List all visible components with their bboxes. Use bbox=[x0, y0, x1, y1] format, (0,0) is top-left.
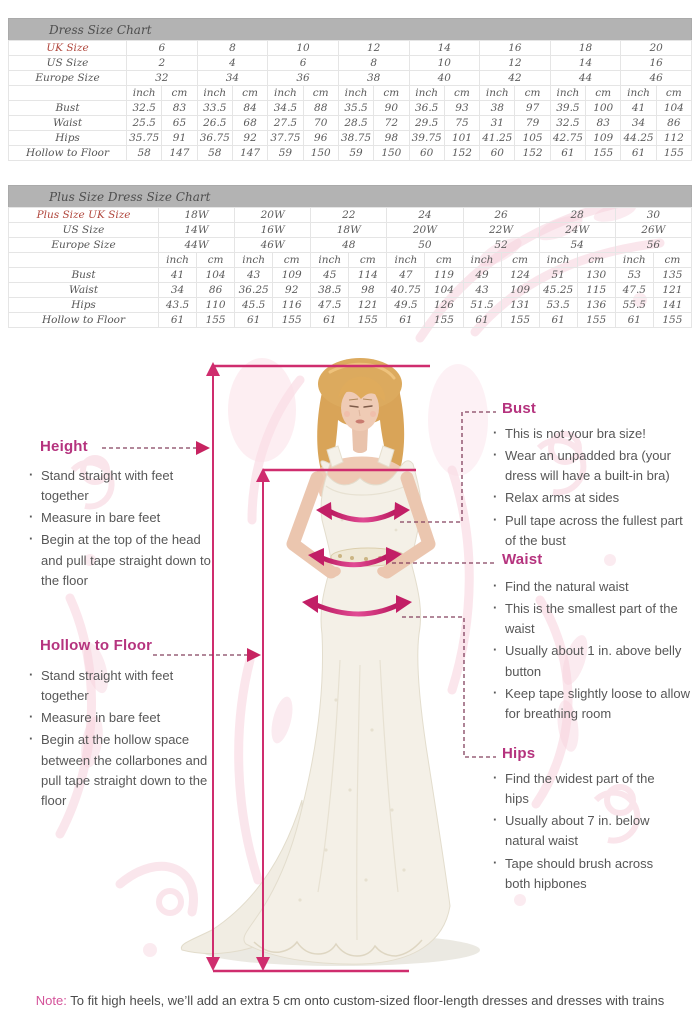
size-cell: 49.5 bbox=[387, 298, 425, 313]
size-cell: 105 bbox=[515, 131, 550, 146]
size-cell: 25.5 bbox=[127, 116, 162, 131]
size-cell: 32 bbox=[127, 71, 198, 86]
size-cell: 75 bbox=[444, 116, 479, 131]
size-cell: Bust bbox=[9, 268, 159, 283]
size-cell: inch bbox=[409, 86, 444, 101]
size-cell: 43 bbox=[463, 283, 501, 298]
size-cell: cm bbox=[197, 253, 235, 268]
bullet-item: · Find the natural waist bbox=[492, 577, 694, 597]
hollow-measure-line bbox=[256, 468, 416, 971]
size-cell: Hips bbox=[9, 298, 159, 313]
bullet-item: · Stand straight with feet together bbox=[28, 466, 212, 506]
bullet-item: · Find the widest part of the hips bbox=[492, 769, 682, 809]
size-cell: 12 bbox=[480, 56, 551, 71]
size-cell: 61 bbox=[387, 313, 425, 328]
size-cell: inch bbox=[539, 253, 577, 268]
hips-bullets bbox=[492, 769, 682, 896]
size-cell: 147 bbox=[162, 146, 197, 161]
size-cell: 88 bbox=[303, 101, 338, 116]
bullet-item: · Usually about 7 in. below natural waist bbox=[492, 811, 682, 851]
bust-measure-arrow bbox=[316, 502, 410, 520]
size-cell: 30 bbox=[615, 208, 691, 223]
bust-bullets bbox=[492, 424, 690, 553]
size-cell: 51.5 bbox=[463, 298, 501, 313]
size-cell: inch bbox=[550, 86, 585, 101]
size-cell: 150 bbox=[303, 146, 338, 161]
size-cell: 60 bbox=[480, 146, 515, 161]
size-cell: 116 bbox=[273, 298, 311, 313]
bullet-item: · Pull tape across the fullest part of the bust bbox=[492, 511, 690, 551]
measure-row bbox=[9, 146, 692, 161]
size-cell: 54 bbox=[539, 238, 615, 253]
bullet-item: · Measure in bare feet bbox=[28, 708, 212, 728]
size-cell: Hips bbox=[9, 131, 127, 146]
size-cell: 36 bbox=[268, 71, 339, 86]
size-cell: 6 bbox=[268, 56, 339, 71]
size-cell: Hollow to Floor bbox=[9, 146, 127, 161]
size-cell: 86 bbox=[197, 283, 235, 298]
size-cell: 121 bbox=[349, 298, 387, 313]
size-cell: 155 bbox=[197, 313, 235, 328]
size-cell: 61 bbox=[539, 313, 577, 328]
bullet-item: · Keep tape slightly loose to allow for breathing room bbox=[492, 684, 694, 724]
size-cell: 24 bbox=[387, 208, 463, 223]
bullet-item: · Measure in bare feet bbox=[28, 508, 212, 528]
size-cell: 22W bbox=[463, 223, 539, 238]
size-cell: 58 bbox=[127, 146, 162, 161]
note-label: Note: bbox=[35, 993, 67, 1008]
bullet-item: · Usually about 1 in. above belly button bbox=[492, 641, 694, 681]
size-cell: 115 bbox=[577, 283, 615, 298]
size-cell: inch bbox=[159, 253, 197, 268]
size-cell: 155 bbox=[349, 313, 387, 328]
size-cell: cm bbox=[515, 86, 550, 101]
height-title: Height bbox=[40, 438, 88, 455]
size-cell: 20 bbox=[621, 41, 692, 56]
bust-title: Bust bbox=[502, 400, 537, 417]
size-cell: 65 bbox=[162, 116, 197, 131]
size-cell: 2 bbox=[127, 56, 198, 71]
size-cell: 20W bbox=[387, 223, 463, 238]
size-cell: 121 bbox=[653, 283, 691, 298]
waist-measure-arrow bbox=[308, 547, 402, 566]
size-cell: 45.25 bbox=[539, 283, 577, 298]
size-cell: 61 bbox=[311, 313, 349, 328]
size-cell: 42.75 bbox=[550, 131, 585, 146]
size-cell: 47.5 bbox=[615, 283, 653, 298]
size-cell: inch bbox=[463, 253, 501, 268]
size-cell: 18W bbox=[311, 223, 387, 238]
size-cell: 101 bbox=[444, 131, 479, 146]
size-cell: 40 bbox=[409, 71, 480, 86]
size-cell: 59 bbox=[338, 146, 373, 161]
bullet-item: · Tape should brush across both hipbones bbox=[492, 854, 682, 894]
size-cell: 47 bbox=[387, 268, 425, 283]
size-cell: 152 bbox=[515, 146, 550, 161]
size-cell: 155 bbox=[653, 313, 691, 328]
size-cell: 38 bbox=[480, 101, 515, 116]
size-row bbox=[9, 238, 692, 253]
size-cell: 124 bbox=[501, 268, 539, 283]
size-cell: 32.5 bbox=[550, 116, 585, 131]
size-cell: 136 bbox=[577, 298, 615, 313]
size-cell: Bust bbox=[9, 101, 127, 116]
size-cell: 14W bbox=[159, 223, 235, 238]
size-cell: 16 bbox=[480, 41, 551, 56]
size-cell: 61 bbox=[550, 146, 585, 161]
size-cell: 56 bbox=[615, 238, 691, 253]
size-cell: US Size bbox=[9, 223, 159, 238]
size-cell: cm bbox=[273, 253, 311, 268]
bullet-item: · Stand straight with feet together bbox=[28, 666, 212, 706]
size-cell: 70 bbox=[303, 116, 338, 131]
size-cell: 44.25 bbox=[621, 131, 656, 146]
size-cell: 84 bbox=[232, 101, 267, 116]
size-cell: 6 bbox=[127, 41, 198, 56]
height-bullets bbox=[28, 466, 212, 593]
size-cell: Hollow to Floor bbox=[9, 313, 159, 328]
size-cell: 155 bbox=[501, 313, 539, 328]
size-cell: 55.5 bbox=[615, 298, 653, 313]
size-cell: 26 bbox=[463, 208, 539, 223]
size-cell: 126 bbox=[425, 298, 463, 313]
size-cell: inch bbox=[621, 86, 656, 101]
size-cell: 49 bbox=[463, 268, 501, 283]
size-cell: 8 bbox=[197, 41, 268, 56]
size-cell: 155 bbox=[273, 313, 311, 328]
size-cell: 52 bbox=[463, 238, 539, 253]
size-cell: 16 bbox=[621, 56, 692, 71]
size-cell: 72 bbox=[374, 116, 409, 131]
size-cell: 104 bbox=[656, 101, 691, 116]
size-cell: 51 bbox=[539, 268, 577, 283]
size-cell: cm bbox=[162, 86, 197, 101]
size-cell: 37.75 bbox=[268, 131, 303, 146]
size-cell: cm bbox=[444, 86, 479, 101]
size-cell: 18W bbox=[159, 208, 235, 223]
size-cell: 61 bbox=[621, 146, 656, 161]
size-cell: 44 bbox=[550, 71, 621, 86]
size-cell: 100 bbox=[586, 101, 621, 116]
size-cell: inch bbox=[338, 86, 373, 101]
size-cell: 68 bbox=[232, 116, 267, 131]
size-cell: inch bbox=[480, 86, 515, 101]
size-cell: 32.5 bbox=[127, 101, 162, 116]
size-cell: Europe Size bbox=[9, 238, 159, 253]
size-cell: 135 bbox=[653, 268, 691, 283]
size-cell bbox=[9, 86, 127, 101]
measure-row bbox=[9, 268, 692, 283]
size-cell: 61 bbox=[615, 313, 653, 328]
size-cell: 61 bbox=[235, 313, 273, 328]
size-cell: cm bbox=[349, 253, 387, 268]
size-cell: 8 bbox=[338, 56, 409, 71]
size-cell: cm bbox=[232, 86, 267, 101]
size-cell: 14 bbox=[550, 56, 621, 71]
size-cell: 34 bbox=[621, 116, 656, 131]
measure-row bbox=[9, 101, 692, 116]
waist-title: Waist bbox=[502, 551, 543, 568]
size-cell: 36.5 bbox=[409, 101, 444, 116]
dress-size-chart-title: Dress Size Chart bbox=[8, 18, 692, 40]
size-cell: 46W bbox=[235, 238, 311, 253]
size-cell: 112 bbox=[656, 131, 691, 146]
waist-bullets bbox=[492, 577, 694, 726]
size-cell: 119 bbox=[425, 268, 463, 283]
hips-title: Hips bbox=[502, 745, 536, 762]
size-cell: 45.5 bbox=[235, 298, 273, 313]
size-cell: 53 bbox=[615, 268, 653, 283]
bullet-item: · Wear an unpadded bra (your dress will have a built-in bra) bbox=[492, 446, 690, 486]
size-cell: 131 bbox=[501, 298, 539, 313]
size-cell: 155 bbox=[586, 146, 621, 161]
size-cell: 38 bbox=[338, 71, 409, 86]
size-cell: cm bbox=[656, 86, 691, 101]
size-cell bbox=[9, 253, 159, 268]
size-cell: 61 bbox=[159, 313, 197, 328]
size-cell: cm bbox=[586, 86, 621, 101]
size-cell: 40.75 bbox=[387, 283, 425, 298]
hollow-connector-arrow bbox=[247, 648, 261, 662]
size-cell: 34 bbox=[197, 71, 268, 86]
size-cell: 53.5 bbox=[539, 298, 577, 313]
size-cell: Plus Size UK Size bbox=[9, 208, 159, 223]
size-cell: 26.5 bbox=[197, 116, 232, 131]
size-cell: 86 bbox=[656, 116, 691, 131]
size-cell: 20W bbox=[235, 208, 311, 223]
size-cell: 12 bbox=[338, 41, 409, 56]
size-row bbox=[9, 56, 692, 71]
size-cell: 24W bbox=[539, 223, 615, 238]
size-cell: 104 bbox=[425, 283, 463, 298]
size-row bbox=[9, 41, 692, 56]
size-cell: 98 bbox=[374, 131, 409, 146]
size-cell: 150 bbox=[374, 146, 409, 161]
size-cell: Waist bbox=[9, 283, 159, 298]
dress-size-chart bbox=[8, 18, 692, 161]
bullet-item: · Relax arms at sides bbox=[492, 488, 690, 508]
size-cell: 27.5 bbox=[268, 116, 303, 131]
size-cell: 109 bbox=[273, 268, 311, 283]
size-cell: US Size bbox=[9, 56, 127, 71]
size-cell: 33.5 bbox=[197, 101, 232, 116]
bust-connector bbox=[400, 412, 496, 522]
size-cell: 58 bbox=[197, 146, 232, 161]
bullet-item: · This is not your bra size! bbox=[492, 424, 690, 444]
measure-row bbox=[9, 116, 692, 131]
size-cell: 28.5 bbox=[338, 116, 373, 131]
size-cell: 104 bbox=[197, 268, 235, 283]
size-cell: 41 bbox=[621, 101, 656, 116]
size-cell: 50 bbox=[387, 238, 463, 253]
size-cell: 130 bbox=[577, 268, 615, 283]
size-cell: 59 bbox=[268, 146, 303, 161]
size-cell: inch bbox=[197, 86, 232, 101]
size-cell: 114 bbox=[349, 268, 387, 283]
size-row bbox=[9, 223, 692, 238]
bullet-item: · Begin at the top of the head and pull tape straight down to the floor bbox=[28, 530, 212, 590]
measure-row bbox=[9, 131, 692, 146]
measure-row bbox=[9, 298, 692, 313]
size-cell: cm bbox=[374, 86, 409, 101]
unit-row bbox=[9, 86, 692, 101]
size-cell: 35.75 bbox=[127, 131, 162, 146]
size-cell: 14 bbox=[409, 41, 480, 56]
size-cell: 46 bbox=[621, 71, 692, 86]
size-cell: inch bbox=[387, 253, 425, 268]
height-connector-arrow bbox=[196, 441, 210, 455]
size-cell: 16W bbox=[235, 223, 311, 238]
size-cell: 61 bbox=[463, 313, 501, 328]
size-cell: Waist bbox=[9, 116, 127, 131]
size-cell: cm bbox=[501, 253, 539, 268]
size-cell: 90 bbox=[374, 101, 409, 116]
bullet-item: · Begin at the hollow space between the collarbones and pull tape straight down to the floor bbox=[28, 730, 212, 811]
size-row bbox=[9, 71, 692, 86]
size-cell: 47.5 bbox=[311, 298, 349, 313]
plus-size-dress-size-chart bbox=[8, 185, 692, 328]
size-cell: 152 bbox=[444, 146, 479, 161]
size-cell: inch bbox=[127, 86, 162, 101]
measure-row bbox=[9, 313, 692, 328]
size-cell: 35.5 bbox=[338, 101, 373, 116]
size-cell: 141 bbox=[653, 298, 691, 313]
note-text: To fit high heels, we’ll add an extra 5 cm onto custom-sized floor-length dresses and dresses with trains bbox=[66, 993, 665, 1008]
size-cell: 155 bbox=[656, 146, 691, 161]
size-cell: 44W bbox=[159, 238, 235, 253]
size-cell: 43.5 bbox=[159, 298, 197, 313]
size-cell: 109 bbox=[501, 283, 539, 298]
size-cell: 155 bbox=[577, 313, 615, 328]
size-row bbox=[9, 208, 692, 223]
size-cell: 31 bbox=[480, 116, 515, 131]
size-cell: 38.75 bbox=[338, 131, 373, 146]
size-cell: inch bbox=[311, 253, 349, 268]
size-cell: 18 bbox=[550, 41, 621, 56]
size-cell: 43 bbox=[235, 268, 273, 283]
hollow-to-floor-title: Hollow to Floor bbox=[40, 637, 153, 654]
plus-size-chart-title: Plus Size Dress Size Chart bbox=[8, 185, 692, 207]
size-cell: 79 bbox=[515, 116, 550, 131]
size-cell: 91 bbox=[162, 131, 197, 146]
hips-measure-arrow bbox=[302, 595, 412, 614]
size-cell: 10 bbox=[268, 41, 339, 56]
size-cell: 39.75 bbox=[409, 131, 444, 146]
model-photo bbox=[181, 358, 488, 966]
size-cell: 28 bbox=[539, 208, 615, 223]
size-cell: 98 bbox=[349, 283, 387, 298]
size-cell: 60 bbox=[409, 146, 444, 161]
size-cell: UK Size bbox=[9, 41, 127, 56]
size-cell: 38.5 bbox=[311, 283, 349, 298]
hollow-to-floor-bullets bbox=[28, 666, 212, 813]
size-cell: cm bbox=[653, 253, 691, 268]
size-cell: inch bbox=[268, 86, 303, 101]
size-cell: 92 bbox=[232, 131, 267, 146]
size-cell: inch bbox=[235, 253, 273, 268]
size-cell: 147 bbox=[232, 146, 267, 161]
size-cell: 4 bbox=[197, 56, 268, 71]
hips-connector bbox=[402, 617, 496, 757]
size-cell: 34 bbox=[159, 283, 197, 298]
size-cell: 93 bbox=[444, 101, 479, 116]
measure-row bbox=[9, 283, 692, 298]
size-cell: 42 bbox=[480, 71, 551, 86]
size-cell: 10 bbox=[409, 56, 480, 71]
size-cell: 36.25 bbox=[235, 283, 273, 298]
size-cell: 155 bbox=[425, 313, 463, 328]
size-cell: cm bbox=[577, 253, 615, 268]
size-cell: 83 bbox=[162, 101, 197, 116]
size-cell: 45 bbox=[311, 268, 349, 283]
size-cell: cm bbox=[303, 86, 338, 101]
size-cell: 92 bbox=[273, 283, 311, 298]
size-cell: Europe Size bbox=[9, 71, 127, 86]
height-measure-line bbox=[206, 362, 430, 971]
size-cell: 34.5 bbox=[268, 101, 303, 116]
size-cell: 22 bbox=[311, 208, 387, 223]
size-cell: 29.5 bbox=[409, 116, 444, 131]
size-cell: 48 bbox=[311, 238, 387, 253]
bullet-item: · This is the smallest part of the waist bbox=[492, 599, 694, 639]
size-cell: inch bbox=[615, 253, 653, 268]
size-cell: cm bbox=[425, 253, 463, 268]
dress-size-table bbox=[8, 40, 692, 161]
size-cell: 97 bbox=[515, 101, 550, 116]
size-cell: 26W bbox=[615, 223, 691, 238]
size-cell: 41.25 bbox=[480, 131, 515, 146]
size-cell: 110 bbox=[197, 298, 235, 313]
size-cell: 39.5 bbox=[550, 101, 585, 116]
size-cell: 96 bbox=[303, 131, 338, 146]
heels-note bbox=[0, 993, 700, 1008]
unit-row bbox=[9, 253, 692, 268]
size-cell: 36.75 bbox=[197, 131, 232, 146]
size-cell: 41 bbox=[159, 268, 197, 283]
plus-size-table bbox=[8, 207, 692, 328]
size-cell: 83 bbox=[586, 116, 621, 131]
size-cell: 109 bbox=[586, 131, 621, 146]
